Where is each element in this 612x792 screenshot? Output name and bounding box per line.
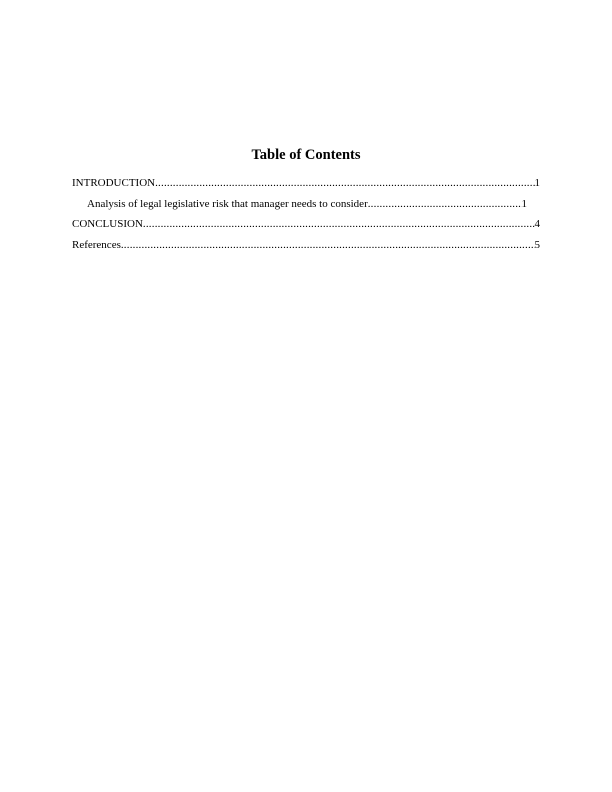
toc-page-number: 1 bbox=[534, 177, 540, 189]
toc-entry-analysis[interactable] bbox=[72, 196, 540, 217]
toc-dot-leader bbox=[121, 237, 535, 253]
toc-entry-text: References bbox=[72, 238, 121, 251]
toc-entry-introduction[interactable] bbox=[72, 175, 540, 196]
toc-list bbox=[72, 175, 540, 257]
toc-dot-leader bbox=[368, 196, 522, 212]
toc-page-number: 4 bbox=[534, 218, 540, 230]
toc-title: Table of Contents bbox=[251, 147, 361, 163]
toc-entry-text: Analysis of legal legislative risk that manager needs to consider bbox=[87, 197, 368, 210]
toc-page-number: 1 bbox=[521, 197, 527, 210]
toc-page-number: 5 bbox=[534, 238, 540, 251]
toc-entry-text: INTRODUCTION bbox=[72, 177, 156, 189]
toc-entry-conclusion[interactable] bbox=[72, 216, 540, 237]
toc-dot-leader bbox=[143, 216, 535, 232]
toc-entry-text: CONCLUSION bbox=[72, 218, 143, 230]
toc-entry-references[interactable] bbox=[72, 237, 540, 258]
toc-dot-leader bbox=[155, 175, 534, 191]
